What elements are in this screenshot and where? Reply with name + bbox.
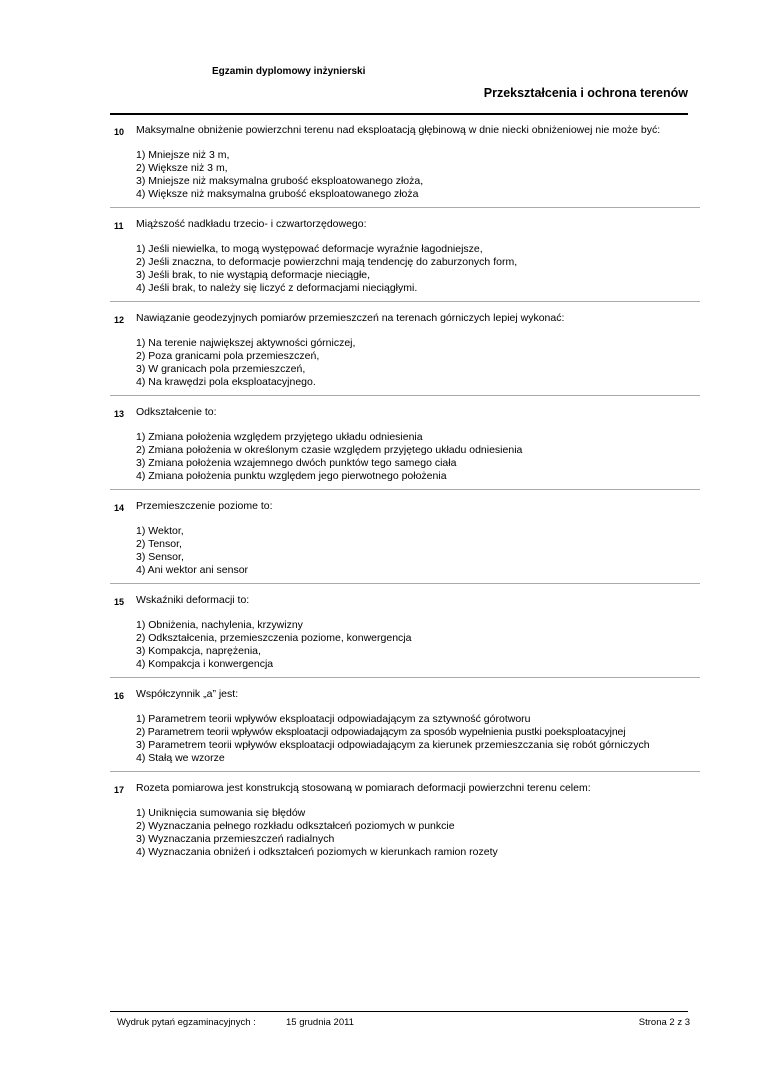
answer-option: 4) Na krawędzi pola eksploatacyjnego.: [136, 376, 316, 388]
answer-option: 1) Jeśli niewielka, to mogą występować deformacje wyraźnie łagodniejsze,: [136, 243, 483, 255]
question-text: Miąższość nadkładu trzecio- i czwartorzędowego:: [136, 218, 367, 230]
answer-option: 3) W granicach pola przemieszczeń,: [136, 363, 306, 375]
question-13: [110, 406, 700, 490]
page-number: Strona 2 z 3: [638, 1017, 690, 1028]
question-number: 17: [114, 785, 125, 795]
question-15: [110, 594, 700, 678]
question-text: Rozeta pomiarowa jest konstrukcją stosowaną w pomiarach deformacji powierzchni terenu celem:: [136, 782, 591, 794]
answer-option: 3) Jeśli brak, to nie wystąpią deformacje nieciągłe,: [136, 269, 371, 281]
answer-option: 2) Tensor,: [136, 538, 182, 550]
answer-option: 4) Wyznaczania obniżeń i odkształceń poziomych w kierunkach ramion rozety: [136, 846, 498, 858]
question-text: Odkształcenie to:: [136, 406, 217, 418]
answer-option: 1) Mniejsze niż 3 m,: [136, 149, 230, 161]
answer-option: 1) Parametrem teorii wpływów eksploatacji odpowiadającym za sztywność górotworu: [136, 713, 531, 725]
answer-option: 4) Kompakcja i konwergencja: [136, 658, 274, 670]
answer-option: 2) Większe niż 3 m,: [136, 162, 228, 174]
question-12: [110, 312, 700, 396]
question-number: 11: [114, 221, 124, 231]
answer-option: 4) Stałą we wzorze: [136, 752, 225, 764]
question-number: 12: [114, 315, 125, 325]
answer-option: 3) Mniejsze niż maksymalna grubość eksploatowanego złoża,: [136, 175, 424, 187]
answer-option: 4) Jeśli brak, to należy się liczyć z deformacjami nieciągłymi.: [136, 282, 418, 294]
question-text: Nawiązanie geodezyjnych pomiarów przemieszczeń na terenach górniczych lepiej wykonać:: [136, 312, 565, 324]
answer-option: 1) Obniżenia, nachylenia, krzywizny: [136, 619, 303, 631]
question-number: 14: [114, 503, 125, 513]
question-10: [110, 124, 700, 208]
answer-option: 3) Kompakcja, naprężenia,: [136, 645, 261, 657]
answer-option: 4) Ani wektor ani sensor: [136, 564, 249, 576]
question-11: [110, 218, 700, 302]
footer-divider: [110, 1011, 688, 1012]
question-17: [110, 782, 700, 865]
question-16: [110, 688, 700, 772]
question-number: 10: [114, 127, 125, 137]
answer-option: 3) Sensor,: [136, 551, 184, 563]
question-text: Współczynnik „a” jest:: [136, 688, 239, 700]
footer-date: 15 grudnia 2011: [286, 1017, 354, 1028]
question-text: Maksymalne obniżenie powierzchni terenu nad eksploatacją głębinową w dnie niecki obniżeniowej nie może być:: [136, 124, 661, 136]
question-text: Przemieszczenie poziome to:: [136, 500, 273, 512]
answer-option: 2) Parametrem teorii wpływów eksploatacji odpowiadającym za sposób wypełnienia pustki poeksploatacyjnej: [136, 726, 626, 738]
answer-option: 4) Zmiana położenia punktu względem jego pierwotnego położenia: [136, 470, 447, 482]
answer-option: 1) Zmiana położenia względem przyjętego układu odniesienia: [136, 431, 423, 443]
question-number: 16: [114, 691, 125, 701]
answer-option: 2) Jeśli znaczna, to deformacje powierzchni mają tendencję do zaburzonych form,: [136, 256, 518, 268]
exam-title: Egzamin dyplomowy inżynierski: [212, 66, 366, 77]
answer-option: 2) Poza granicami pola przemieszczeń,: [136, 350, 320, 362]
question-number: 13: [114, 409, 125, 419]
answer-option: 1) Wektor,: [136, 525, 184, 537]
answer-option: 3) Parametrem teorii wpływów eksploatacji odpowiadającym za kierunek przemieszczania się robót górniczych: [136, 739, 650, 751]
answer-option: 4) Większe niż maksymalna grubość eksploatowanego złoża: [136, 188, 419, 200]
question-14: [110, 500, 700, 584]
answer-option: 1) Na terenie największej aktywności górniczej,: [136, 337, 356, 349]
answer-option: 3) Wyznaczania przemieszczeń radialnych: [136, 833, 335, 845]
answer-option: 2) Wyznaczania pełnego rozkładu odkształceń poziomych w punkcie: [136, 820, 455, 832]
answer-option: 2) Odkształcenia, przemieszczenia poziome, konwergencja: [136, 632, 412, 644]
question-list: [110, 124, 700, 875]
question-text: Wskaźniki deformacji to:: [136, 594, 250, 606]
header-divider: [110, 113, 688, 115]
answer-option: 2) Zmiana położenia w określonym czasie względem przyjętego układu odniesienia: [136, 444, 523, 456]
answer-option: 1) Uniknięcia sumowania się błędów: [136, 807, 306, 819]
footer-label: Wydruk pytań egzaminacyjnych :: [117, 1017, 256, 1028]
subject-title: Przekształcenia i ochrona terenów: [483, 86, 688, 100]
answer-option: 3) Zmiana położenia wzajemnego dwóch punktów tego samego ciała: [136, 457, 457, 469]
question-number: 15: [114, 597, 125, 607]
